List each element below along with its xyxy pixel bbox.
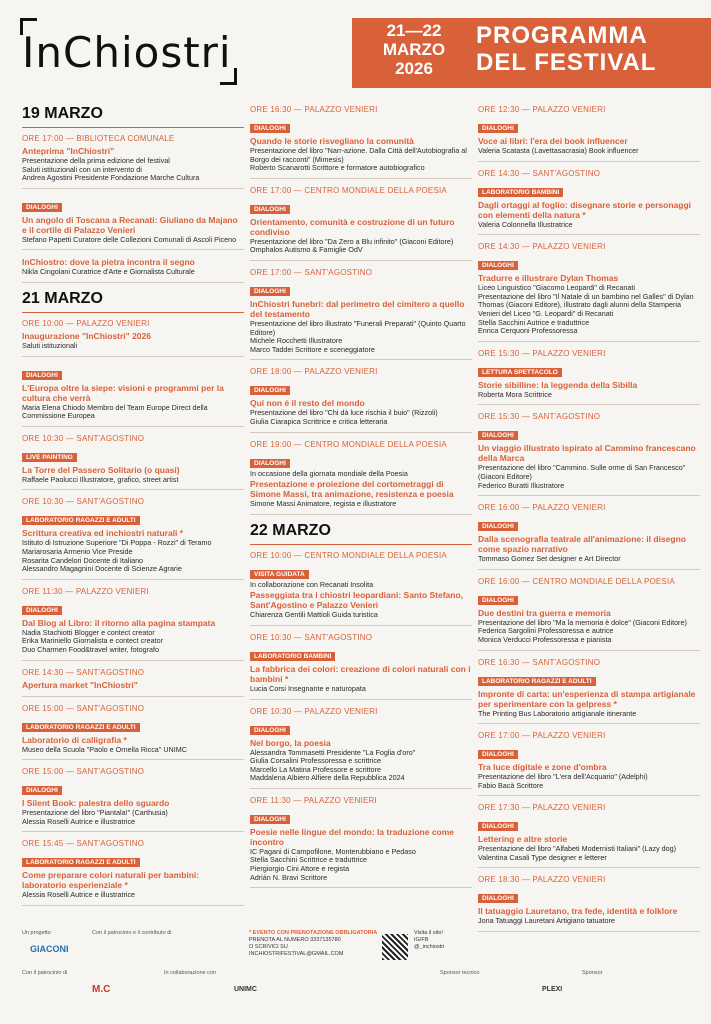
event-detail: Giulia Ciarapica Scrittrice e critica letteraria [250,416,388,426]
event-time: ORE 10:30 — SANT'AGOSTINO [22,497,145,507]
event-badge: DIALOGHI [250,815,290,824]
event-detail: Chiarenza Gentili Mattioli Guida turistica [250,610,378,620]
collab-label: In collaborazione con [164,970,216,976]
event-badge: LABORATORIO RAGAZZI E ADULTI [22,516,140,525]
event-badge: DIALOGHI [250,726,290,735]
event-detail: Roberta Mora Scrittrice [478,389,552,399]
event-badge-row [478,361,700,379]
event-detail: Federico Buratti Illustratore [478,480,565,490]
event-badge-row [250,198,472,216]
event-badge: LABORATORIO BAMBINI [478,188,563,197]
event-detail: Valeria Colonnella Illustratrice [478,219,573,229]
event-detail: Alessia Roselli Autrice e illustratrice [22,890,136,900]
event-item [478,731,700,796]
event-title: Un viaggio illustrato ispirato al Cammino francescano della Marca [478,443,696,464]
booking-line-1: PRENOTA AL NUMERO 3337135780 [249,937,341,943]
unimc-logo: UNIMC [234,986,257,993]
mc-logo: M.C [92,984,111,995]
event-title: I Silent Book: palestra dello sguardo [22,798,170,809]
event-badge: DIALOGHI [478,822,518,831]
event-title: Tradurre e illustrare Dylan Thomas [478,273,619,284]
event-time: ORE 10:00 — CENTRO MONDIALE DELLA POESIA [250,550,447,560]
date-year: 2026 [395,59,433,78]
event-detail: Presentazione del libro "Cammino. Sulle orme di San Francesco" (Giaconi Editore) [478,463,686,481]
event-title: Scrittura creativa ed inchiostri naturali * [22,528,184,539]
event-detail: Michele Rocchetti Illustratore [250,336,343,346]
event-title: Laboratorio di calligrafia * [22,734,127,745]
event-badge: DIALOGHI [478,596,518,605]
event-item [22,434,244,491]
sponsor-label: Sponsor [582,970,603,976]
event-badge-row [22,779,244,797]
event-time: ORE 18:00 — PALAZZO VENIERI [250,367,378,377]
event-badge-row [250,808,472,826]
event-detail: Maddalena Albiero Alfiere della Repubblica 2024 [250,773,405,783]
event-detail: Andrea Agostini Presidente Fondazione Marche Cultura [22,173,200,183]
event-time: ORE 15:00 — SANT'AGOSTINO [22,767,145,777]
event-detail: In occasione della giornata mondiale della Poesia [250,468,408,478]
event-detail: Presentazione della prima edizione del festival [22,156,170,165]
festival-logo [22,18,242,88]
social-info [414,930,474,951]
event-detail: Erika Mariniello Giornalista e contect creator [22,636,164,646]
qr-code[interactable] [382,934,408,960]
event-time: ORE 17:00 — CENTRO MONDIALE DELLA POESIA [250,185,447,195]
event-detail: Istituto di Istruzione Superiore "Di Poppa - Rozzi" di Teramo [22,538,212,548]
event-detail: Alessia Roselli Autrice e illustratrice [22,816,136,826]
event-item [250,551,472,626]
event-badge: DIALOGHI [478,431,518,440]
event-title: Poesie nelle lingue del mondo: la traduzione come incontro [250,826,455,847]
event-title: Impronte di carta: un'esperienza di stampa artigianale per sperimentare con la gelpress * [478,688,696,709]
event-title: Storie sibilline: la leggenda della Sibilla [478,379,638,390]
event-badge: DIALOGHI [22,606,62,615]
event-item [250,105,472,179]
event-item [478,349,700,406]
event-detail: Presentazione del libro "Alfabeti Modernisti Italiani" (Lazy dog) [478,844,677,854]
event-detail: The Printing Bus Laboratorio artigianale itinerante [478,708,637,718]
event-badge-row [22,716,244,734]
event-title: Voce ai libri: l'era dei book influencer [478,136,628,146]
event-item [22,839,244,906]
plexi-logo: PLEXI [542,986,563,993]
booking-email[interactable]: INCHIOSTRIFESTIVAL@GMAIL.COM [249,951,344,957]
event-title: Orientamento, comunità e costruzione di un futuro condiviso [250,216,455,237]
event-title: Apertura market "InChiostri" [22,679,138,690]
event-badge-row [22,196,244,214]
event-item [250,440,472,515]
event-detail: Rosarita Candelori Docente di Italiano [22,555,144,565]
booking-info [249,930,389,958]
event-detail: Piergiorgio Cini Attore e regista [250,864,350,874]
event-item [22,257,244,283]
event-item [250,633,472,700]
event-badge-row [250,379,472,397]
event-item [478,105,700,162]
day-heading: 22 MARZO [250,522,472,545]
event-time: ORE 17:00 — PALAZZO VENIERI [478,731,606,741]
event-time: ORE 14:30 — PALAZZO VENIERI [478,242,606,252]
event-item [22,704,244,761]
event-time: ORE 14:30 — SANT'AGOSTINO [22,667,145,677]
event-time: ORE 17:00 — BIBLIOTECA COMUNALE [22,134,175,143]
event-item [478,412,700,496]
event-time: ORE 10:00 — PALAZZO VENIERI [22,318,150,328]
event-badge: DIALOGHI [478,750,518,759]
event-badge-row [22,851,244,869]
event-detail: Stella Sacchini Autrice e traduttrice [478,317,590,327]
event-badge: DIALOGHI [250,386,290,395]
event-badge: DIALOGHI [250,287,290,296]
event-time: ORE 11:30 — PALAZZO VENIERI [22,586,149,596]
event-title: Qui non è il resto del mondo [250,398,365,409]
programme-title [476,22,656,76]
event-detail: Valeria Scatasta (Lavettasacrasia) Book influencer [478,146,639,155]
event-badge: LABORATORIO RAGAZZI E ADULTI [22,858,140,867]
event-badge: VISITA GUIDATA [250,570,309,579]
event-title: L'Europa oltre la siepe: visioni e programmi per la cultura che verrà [22,382,224,403]
event-time: ORE 16:00 — PALAZZO VENIERI [478,503,606,513]
logo-bracket-bottom [220,68,237,85]
event-badge-row [478,117,700,135]
event-badge: DIALOGHI [22,203,62,212]
event-time: ORE 19:00 — CENTRO MONDIALE DELLA POESIA [250,439,447,449]
event-badge-row [478,254,700,272]
event-detail: Duo Charmen Food&travel writer, fotografo [22,644,160,654]
event-time: ORE 16:00 — CENTRO MONDIALE DELLA POESIA [478,576,675,586]
event-time: ORE 15:30 — SANT'AGOSTINO [478,412,601,422]
event-detail: Stefano Papetti Curatore delle Collezioni Comunali di Ascoli Piceno [22,234,237,244]
festival-dates [364,21,464,78]
booking-line-2: O SCRIVICI SU [249,944,288,950]
event-badge-row [478,181,700,199]
event-item [478,875,700,932]
event-detail: Stella Sacchini Scrittrice e traduttrice [250,855,368,865]
event-detail: Presentazione del libro "Il Natale di un bambino nel Galles" di Dylan Thomas (Giaconi Editore), illustrato dagli alunni della Stamperia Venieri del Liceo "G. Leopardi" di Recanati [478,291,694,318]
event-badge-row [22,446,244,464]
event-title: La fabbrica dei colori: creazione di colori naturali con i bambini * [250,663,471,684]
event-detail: Presentazione del libro "Ma la memoria è dolce" (Giaconi Editore) [478,617,687,627]
header-banner [352,18,711,88]
event-title: Inaugurazione "InChiostri" 2026 [22,330,151,341]
event-time: ORE 11:30 — PALAZZO VENIERI [250,795,377,805]
event-item [22,767,244,832]
event-detail: Maria Elena Chiodo Membro del Team Europe Direct della Commissione Europea [22,402,208,421]
event-detail: Monica Verducci Professoressa e pianista [478,634,612,644]
event-title: Dalla scenografia teatrale all'animazione: il disegno come spazio narrativo [478,534,686,555]
event-detail: Saluti istituzionali [22,340,78,350]
event-detail: Omphalos Autismo & Famiglie OdV [250,245,363,255]
event-detail: IC Pagani di Campofilone, Monterubbiano e Pedaso [250,846,416,856]
event-title: Nel borgo, la poesia [250,737,331,748]
patronage-contribution-label: Con il patrocinio e il contributo di [92,930,172,936]
event-badge: DIALOGHI [478,522,518,531]
programme-line-1: PROGRAMMA [476,22,648,49]
event-badge-row [478,743,700,761]
booking-title: * EVENTO CON PRENOTAZIONE OBBLIGATORIA [249,930,378,936]
event-badge: DIALOGHI [250,459,290,468]
logo-text: InChiostri [22,28,232,77]
event-title: Lettering e altre storie [478,834,568,845]
event-item [250,796,472,888]
schedule-column-2 [250,105,472,895]
event-item [478,577,700,651]
event-item [22,587,244,661]
event-item [250,186,472,261]
event-detail: Presentazione del libro "Da Zero a Blu infinito" (Giaconi Editore) [250,236,454,246]
event-detail: Presentazione del libro "Narr-azione. Dalla Città dell'Autobiografia al Borgo dei racconti" (Mimesis) [250,146,467,164]
event-item [478,242,700,342]
event-badge-row [478,424,700,442]
event-title: InChiostri funebri: dal perimetro del cimitero a quello del testamento [250,298,465,319]
event-badge-row [478,589,700,607]
event-detail: Simone Massi Animatore, regista e illustratore [250,499,397,509]
event-detail: Giulia Corsalini Professoressa e scrittrice [250,756,382,766]
programme-line-2: DEL FESTIVAL [476,49,657,76]
schedule-column-3 [478,105,700,939]
event-badge: DIALOGHI [22,786,62,795]
event-time: ORE 10:30 — SANT'AGOSTINO [22,433,145,443]
event-detail: In collaborazione con Recanati Insolita [250,579,374,589]
day-heading: 21 MARZO [22,290,244,313]
event-badge-row [250,452,472,470]
social-handle[interactable]: @_inchiostri [414,944,445,950]
event-detail: Adrián N. Bravi Scrittore [250,872,328,882]
event-detail: Nadia Stachiotti Blogger e contect creator [22,627,155,637]
event-item [22,668,244,697]
event-title: Dagli ortaggi al foglio: disegnare storie e personaggi con elementi della natura * [478,199,692,220]
event-detail: Presentazione del libro "L'era dell'Acquario" (Adelphi) [478,772,648,782]
event-badge-row [22,364,244,382]
event-badge-row [250,563,472,581]
tech-sponsor-label: Sponsor tecnico [440,970,480,976]
event-detail: Roberto Scanarotti Scrittore e formatore autobiografico [250,163,425,173]
event-item [478,503,700,570]
event-detail: Jona Tatuaggi Lauretani Artigiano tatuatore [478,916,615,926]
event-badge-row [250,719,472,737]
event-detail: Lucia Corsi Insegnante e naturopata [250,683,366,693]
event-item [22,497,244,579]
event-badge: LIVE PAINTING [22,453,77,462]
event-detail: Valentina Casali Type designer e letterer [478,852,607,862]
event-item [478,169,700,236]
event-item [22,319,244,357]
event-badge: LABORATORIO RAGAZZI E ADULTI [478,677,596,686]
event-time: ORE 15:45 — SANT'AGOSTINO [22,839,145,849]
event-badge: LABORATORIO RAGAZZI E ADULTI [22,723,140,732]
event-time: ORE 18:30 — PALAZZO VENIERI [478,875,606,885]
event-badge-row [22,599,244,617]
event-detail: Presentazione del libro "Chi dà luce rischia il buio" (Rizzoli) [250,408,438,418]
event-badge-row [478,515,700,533]
event-time: ORE 16:30 — PALAZZO VENIERI [250,105,378,114]
event-detail: Saluti istituzionali con un intervento di [22,164,142,174]
event-item [22,364,244,427]
event-badge-row [478,815,700,833]
event-detail: Nikla Cingolani Curatrice d'Arte e Giornalista Culturale [22,267,195,277]
event-title: InChiostro: dove la pietra incontra il segno [22,257,195,268]
event-item [478,658,700,725]
event-title: Anteprima "InChiostri" [22,146,115,156]
event-title: Quando le storie risvegliano la comunità [250,136,414,146]
event-detail: Presentazione del libro illustrato "Funerali Preparati" (Quinto Quarto Editore) [250,318,466,337]
event-item [22,196,244,251]
event-item [478,803,700,868]
event-detail: Federica Sargolini Professoressa e autrice [478,626,614,636]
event-badge: DIALOGHI [250,205,290,214]
event-time: ORE 17:30 — PALAZZO VENIERI [478,803,606,813]
event-time: ORE 15:00 — SANT'AGOSTINO [22,703,145,713]
event-title: Tra luce digitale e zone d'ombra [478,762,607,773]
patronage-label: Con il patrocinio di [22,970,68,976]
event-detail: Alessandra Tommasetti Presidente "La Foglia d'oro" [250,747,416,757]
social-label: IG/FB [414,937,429,943]
event-badge: LABORATORIO BAMBINI [250,652,335,661]
event-title: Dal Blog al Libro: il ritorno alla pagina stampata [22,617,216,628]
event-title: La Torre del Passero Solitario (o quasi) [22,464,180,475]
event-detail: Presentazione del libro "Piantala!" (Carthusia) [22,808,168,818]
event-badge-row [22,509,244,527]
event-badge: DIALOGHI [478,261,518,270]
event-badge-row [250,280,472,298]
event-title: Passeggiata tra i chiostri leopardiani: Santo Stefano, Sant'Agostino e Palazzo Venieri [250,590,464,611]
event-badge-row [478,670,700,688]
event-title: Due destini tra guerra e memoria [478,607,611,618]
event-item [250,268,472,360]
event-time: ORE 10:30 — PALAZZO VENIERI [250,706,378,716]
event-detail: Marcello La Matina Professore e scrittore [250,764,382,774]
visit-site[interactable]: Visita il sito! [414,930,443,936]
event-badge-row [478,887,700,905]
event-detail: Enrica Cerquoni Professoressa [478,326,578,336]
date-month: MARZO [382,40,446,59]
event-time: ORE 17:00 — SANT'AGOSTINO [250,267,373,277]
event-badge: DIALOGHI [250,124,290,133]
event-time: ORE 12:30 — PALAZZO VENIERI [478,105,606,114]
event-title: Presentazione e proiezione del cortometraggi di Simone Massi, tra animazione, resistenza e poesia [250,479,454,500]
event-detail: Museo della Scuola "Paolo e Ornella Ricca" UNIMC [22,744,187,754]
event-item [250,367,472,432]
event-detail: Fabio Bacà Scrittore [478,780,544,790]
day-heading: 19 MARZO [22,105,244,128]
event-detail: Liceo Linguistico "Giacomo Leopardi" di Recanati [478,283,635,293]
event-badge: DIALOGHI [478,124,518,133]
event-badge: DIALOGHI [478,894,518,903]
event-title: Come preparare colori naturali per bambini: laboratorio esperienziale * [22,870,200,891]
event-item [250,707,472,789]
event-detail: Tommaso Gomez Set designer e Art Director [478,554,621,564]
event-time: ORE 14:30 — SANT'AGOSTINO [478,168,601,178]
event-item [22,134,244,189]
event-badge: DIALOGHI [22,371,62,380]
event-time: ORE 16:30 — SANT'AGOSTINO [478,657,601,667]
event-detail: Raffaele Paolucci Illustratore, grafico, street artist [22,474,179,484]
event-time: ORE 10:30 — SANT'AGOSTINO [250,632,373,642]
footer [22,928,692,1018]
event-time: ORE 15:30 — PALAZZO VENIERI [478,348,606,358]
date-days: 21—22 [386,21,442,40]
event-title: Il tatuaggio Lauretano, tra fede, identità e folklore [478,906,678,917]
project-label: Un progetto [22,930,51,936]
schedule-column-1 [22,105,244,913]
event-badge-row [250,645,472,663]
event-detail: Marco Taddei Scrittore e sceneggiatore [250,344,375,354]
event-detail: Mariarosaria Armenio Vice Preside [22,546,133,556]
giaconi-logo: GIACONI [30,944,69,954]
event-title: Un angolo di Toscana a Recanati: Giuliano da Majano e il cortile di Palazzo Venieri [22,214,238,235]
event-badge-row [250,117,472,135]
event-badge: LETTURA SPETTACOLO [478,368,562,377]
event-detail: Alessandro Magagnini Docente di Scienze Agrarie [22,564,182,574]
